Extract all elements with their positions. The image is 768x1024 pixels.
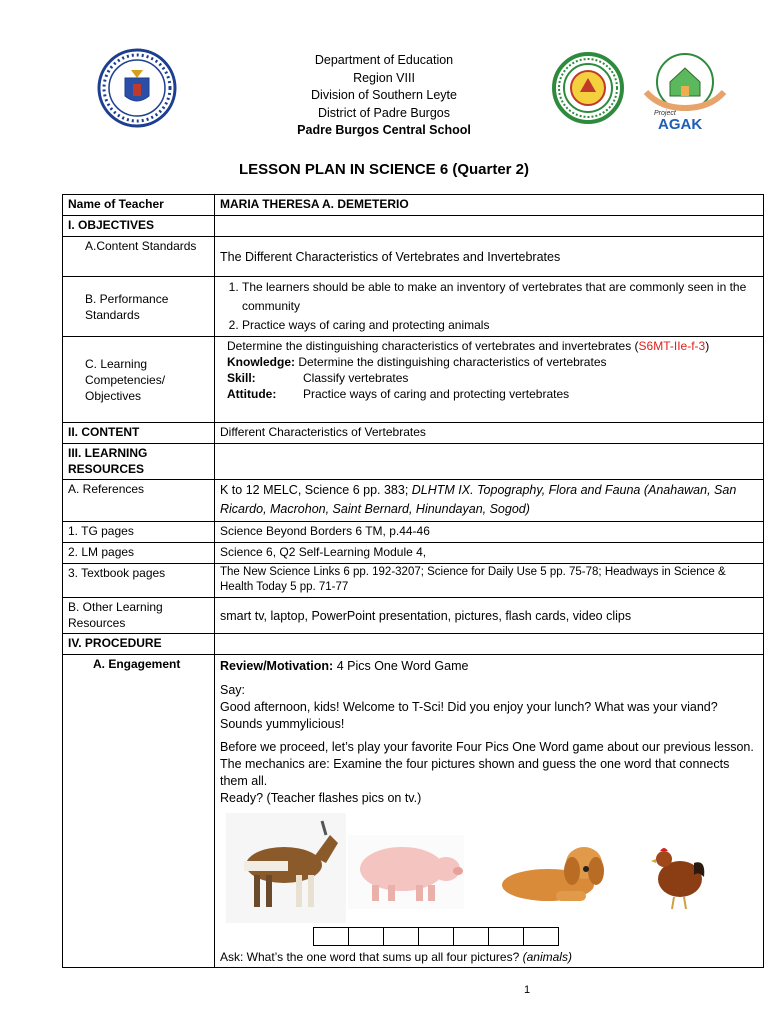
- page-number: 1: [524, 984, 531, 996]
- references-label: A. References: [63, 480, 215, 522]
- table-row: [63, 634, 764, 655]
- skill-value: Classify vertebrates: [303, 371, 409, 385]
- answer-box[interactable]: [348, 927, 384, 946]
- table-row: [63, 237, 764, 277]
- textbook-value: The New Science Links 6 pp. 192-3207; Science for Daily Use 5 pp. 75-78; Headways in Science & Health Today 5 pp. 71-77: [215, 564, 764, 598]
- table-row: [63, 337, 764, 423]
- empty-cell: [215, 634, 764, 655]
- pig-image: [348, 835, 464, 909]
- attitude-value: Practice ways of caring and protecting vertebrates: [303, 387, 570, 401]
- document-title: LESSON PLAN IN SCIENCE 6 (Quarter 2): [238, 161, 530, 178]
- list-marker: A.: [85, 239, 97, 253]
- table-row: [63, 216, 764, 237]
- ask-text: Ask: What’s the one word that sums up all four pictures?: [220, 950, 523, 964]
- references-italic: DLHTM IX. Topography, Flora and Fauna (Anahawan, San Ricardo, Macrohon, Saint Bernard, Hinundayan, Sogod): [220, 483, 737, 516]
- four-pics: [220, 813, 758, 925]
- textbook-label: 3. Textbook pages: [63, 564, 215, 598]
- goat-image: [226, 813, 346, 923]
- skill-line: [227, 370, 758, 386]
- header-line: Region VIII: [353, 70, 415, 85]
- competency-text: [227, 338, 758, 354]
- table-row: [63, 522, 764, 543]
- empty-cell: [215, 216, 764, 237]
- ask-answer: (animals): [522, 950, 572, 964]
- objectives-label: I. OBJECTIVES: [63, 216, 215, 237]
- competency-code: S6MT-IIe-f-3: [638, 339, 706, 353]
- mechanics-text: Before we proceed, let’s play your favorite Four Pics One Word game about our previous lesson. The mechanics are: Examine the four pictures shown and guess the one word that connects them all.: [220, 740, 754, 788]
- table-row: [63, 195, 764, 216]
- table-row: [63, 277, 764, 337]
- ready-text: Ready? (Teacher flashes pics on tv.): [220, 791, 422, 805]
- table-row: [63, 444, 764, 480]
- table-row: [63, 423, 764, 444]
- tg-value: Science Beyond Borders 6 TM, p.44-46: [215, 522, 764, 543]
- content-value: Different Characteristics of Vertebrates: [215, 423, 764, 444]
- other-resources-value: smart tv, laptop, PowerPoint presentation, pictures, flash cards, video clips: [215, 598, 764, 634]
- review-line: [220, 658, 758, 674]
- performance-list: [220, 278, 758, 335]
- table-row: [63, 480, 764, 522]
- lm-value: Science 6, Q2 Self-Learning Module 4,: [215, 543, 764, 564]
- content-standards-label: [63, 237, 215, 277]
- other-resources-label: B. Other Learning Resources: [63, 598, 215, 634]
- table-row: [63, 598, 764, 634]
- content-standards-value: The Different Characteristics of Vertebrates and Invertebrates: [215, 237, 764, 277]
- teacher-label: Name of Teacher: [63, 195, 215, 216]
- competency-main: Determine the distinguishing characteristics of vertebrates and invertebrates (: [227, 339, 639, 353]
- references-value: [215, 480, 764, 522]
- ask-line: [220, 949, 758, 965]
- answer-box[interactable]: [418, 927, 454, 946]
- table-row: [63, 655, 764, 968]
- answer-box[interactable]: [488, 927, 524, 946]
- header: [0, 52, 768, 140]
- say-label: Say:: [220, 683, 246, 697]
- table-row: [63, 564, 764, 598]
- competencies-value: [215, 337, 764, 423]
- content-label: II. CONTENT: [63, 423, 215, 444]
- performance-standards-value: [215, 277, 764, 337]
- attitude-line: [227, 386, 758, 402]
- engagement-label: A. Engagement: [63, 655, 215, 968]
- lm-label: 2. LM pages: [63, 543, 215, 564]
- performance-standards-label: B. Performance Standards: [63, 277, 215, 337]
- header-line: Department of Education: [314, 53, 454, 67]
- dog-image: [496, 837, 614, 907]
- school-name: Padre Burgos Central School: [297, 123, 471, 137]
- header-line: Division of Southern Leyte: [311, 88, 457, 102]
- teacher-value: MARIA THERESA A. DEMETERIO: [215, 195, 764, 216]
- references-plain: K to 12 MELC, Science 6 pp. 383;: [220, 483, 412, 497]
- table-row: [63, 543, 764, 564]
- tg-label: 1. TG pages: [63, 522, 215, 543]
- answer-boxes: [314, 927, 758, 945]
- competency-close: ): [705, 339, 710, 353]
- greeting-text: Good afternoon, kids! Welcome to T-Sci! Did you enjoy your lunch? What was your viand? Sounds yummylicious!: [220, 700, 718, 731]
- label-text: Content Standards: [96, 239, 197, 253]
- knowledge-line: [227, 354, 758, 370]
- review-text: 4 Pics One Word Game: [333, 659, 469, 673]
- list-item: 2. Practice ways of caring and protecting animals: [242, 316, 758, 335]
- knowledge-value: Determine the distinguishing characteristics of vertebrates: [298, 355, 607, 369]
- review-label: Review/Motivation:: [220, 659, 334, 673]
- agak-label: AGAK: [658, 116, 703, 133]
- attitude-label: Attitude:: [227, 387, 277, 401]
- answer-box[interactable]: [313, 927, 349, 946]
- hen-image: [650, 841, 708, 911]
- answer-box[interactable]: [523, 927, 559, 946]
- project-label: Project: [654, 110, 676, 117]
- list-item: 1. The learners should be able to make an inventory of vertebrates that are commonly seen in the community: [242, 278, 758, 316]
- empty-cell: [215, 444, 764, 480]
- procedure-label: IV. PROCEDURE: [63, 634, 215, 655]
- resources-label: III. LEARNING RESOURCES: [63, 444, 215, 480]
- skill-label: Skill:: [227, 371, 256, 385]
- engagement-content: [215, 655, 764, 968]
- lesson-plan-table: [62, 194, 764, 968]
- answer-box[interactable]: [383, 927, 419, 946]
- answer-box[interactable]: [453, 927, 489, 946]
- competencies-label: C. Learning Competencies/ Objectives: [63, 337, 215, 423]
- knowledge-label: Knowledge:: [227, 355, 295, 369]
- header-line: District of Padre Burgos: [318, 105, 450, 120]
